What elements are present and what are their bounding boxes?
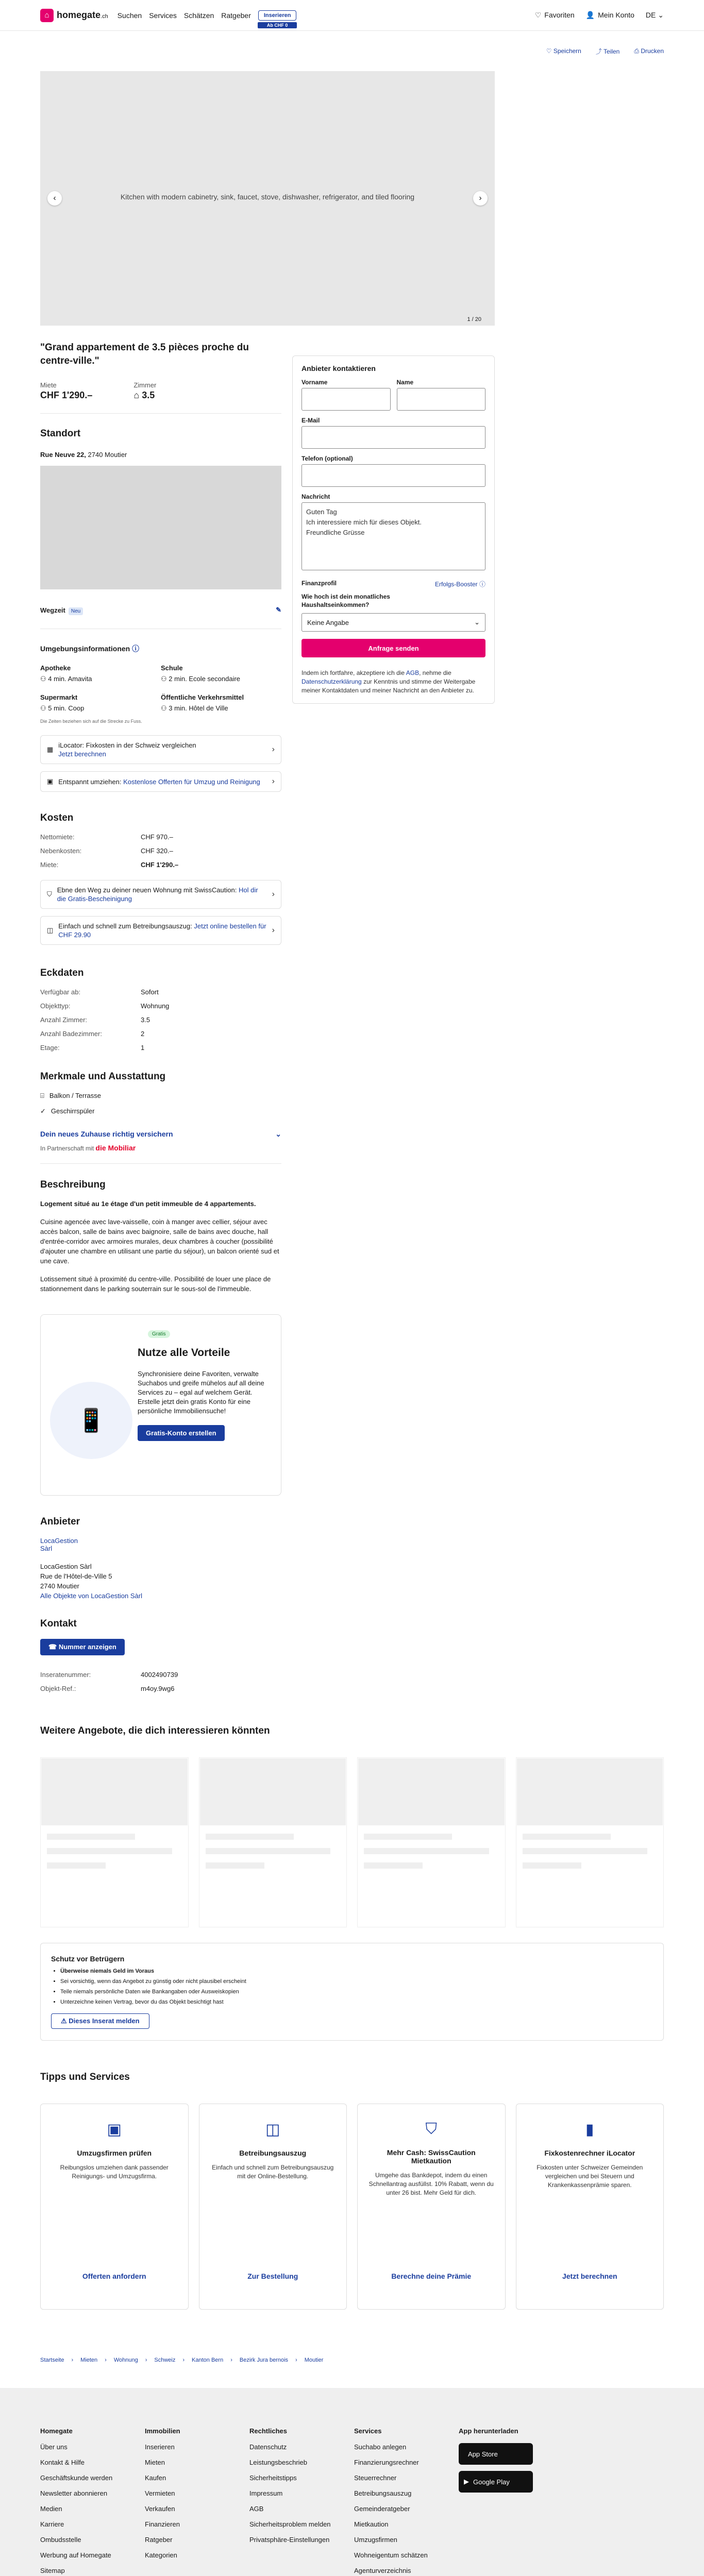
nav-ratgeber[interactable]: Ratgeber xyxy=(221,11,251,20)
surroundings-heading xyxy=(40,643,281,654)
site-footer xyxy=(0,2388,704,2576)
listing-actions xyxy=(40,31,664,71)
poi-value xyxy=(40,675,161,683)
submit-inquiry-button[interactable]: Anfrage senden xyxy=(301,639,485,657)
cost-value: CHF 1'290.– xyxy=(141,861,179,869)
breadcrumb-item[interactable]: Kanton Bern xyxy=(192,2357,224,2363)
gallery-counter: 1 / 20 xyxy=(467,316,481,323)
poi-title: Öffentliche Verkehrsmittel xyxy=(161,693,244,701)
heart-icon: ♡ xyxy=(546,47,552,55)
lastname-input[interactable] xyxy=(397,388,486,411)
footer-link[interactable]: Sitemap xyxy=(40,2567,65,2574)
tip-text: Einfach und schnell zum Betreibungsauszug mit der Online-Bestellung. xyxy=(212,2164,334,2180)
language-label: DE xyxy=(645,11,656,19)
footer-link[interactable]: Sicherheitstipps xyxy=(249,2474,297,2482)
feature-item xyxy=(40,1092,281,1100)
poi-text: 2 min. Ecole secondaire xyxy=(169,675,241,683)
promo-illustration: 📱 xyxy=(50,1382,132,1459)
moving-card[interactable] xyxy=(40,771,281,792)
footer-heading: Homegate xyxy=(40,2427,73,2435)
favorites-link[interactable] xyxy=(535,11,575,20)
detail-key: Objekttyp: xyxy=(40,1002,71,1010)
breadcrumb xyxy=(40,2357,664,2363)
contact-form xyxy=(292,355,495,704)
calculator-icon: ▦ xyxy=(47,745,54,753)
breadcrumb-separator: › xyxy=(182,2357,185,2363)
print-button[interactable] xyxy=(634,47,664,55)
footer-link[interactable]: AGB xyxy=(249,2505,264,2513)
breadcrumb-item[interactable]: Bezirk Jura bernois xyxy=(239,2357,289,2363)
register-icon: ◫ xyxy=(47,926,54,934)
feature-label: Geschirrspüler xyxy=(51,1107,95,1115)
offer-card-placeholder[interactable] xyxy=(40,1757,189,1927)
footer-link[interactable]: Werbung auf Homegate xyxy=(40,2551,111,2559)
boost-link[interactable] xyxy=(435,580,485,588)
app-store-label: App Store xyxy=(468,2450,498,2458)
description xyxy=(40,1179,281,1294)
new-badge: Neu xyxy=(69,607,83,615)
footer-link[interactable]: Gemeinderatgeber xyxy=(354,2505,410,2513)
phone-icon: ☎ xyxy=(48,1643,57,1651)
card-text: Entspannt umziehen: xyxy=(58,777,122,786)
box-icon: ▣ xyxy=(47,777,54,785)
footer-link[interactable]: Verkaufen xyxy=(145,2505,175,2513)
detail-key: Anzahl Badezimmer: xyxy=(40,1030,102,1038)
firstname-label: Vorname xyxy=(301,379,328,386)
disclaimer-text: Indem ich fortfahre, akzeptiere ich die xyxy=(301,669,405,676)
info-icon[interactable]: ⓘ xyxy=(132,645,140,653)
listing-title: "Grand appartement de 3.5 pièces proche du centre-ville." xyxy=(40,342,249,366)
card-link[interactable]: Jetzt berechnen xyxy=(58,750,106,758)
breadcrumb-item[interactable]: Moutier xyxy=(304,2357,324,2363)
insert-badge: Ab CHF 0 xyxy=(258,22,297,28)
tip-text: Reibungslos umziehen dank passender Reinigungs- und Umzugsfirma. xyxy=(60,2164,169,2180)
card-link[interactable]: Hol dir die Gratis-Bescheinigung xyxy=(57,886,258,903)
save-button[interactable] xyxy=(546,47,581,55)
form-disclaimer xyxy=(301,669,485,695)
rooms-number: 3.5 xyxy=(142,390,155,400)
header-actions xyxy=(535,11,664,20)
rent-label: Miete xyxy=(40,381,57,389)
footer-link[interactable]: Über uns xyxy=(40,2443,68,2451)
disclaimer-text: , nehme die xyxy=(419,669,451,676)
walk-note: Die Zeiten beziehen sich auf die Strecke zu Fuss. xyxy=(40,719,142,724)
details-heading: Eckdaten xyxy=(40,968,84,978)
footer-link[interactable]: Mieten xyxy=(145,2459,165,2466)
more-offers-heading: Weitere Angebote, die dich interessieren könnten xyxy=(40,1725,270,1736)
promo-title: Nutze alle Vorteile xyxy=(138,1347,230,1359)
provider-logo[interactable]: LocaGestion Sàrl xyxy=(40,1537,78,1552)
tip-card-register[interactable] xyxy=(199,2104,347,2310)
footer-col-immobilien xyxy=(145,2427,249,2576)
footer-link[interactable]: Umzugsfirmen xyxy=(354,2536,397,2544)
privacy-link[interactable]: Datenschutzerklärung xyxy=(301,678,362,685)
account-link[interactable] xyxy=(586,11,634,20)
finance-label: Finanzprofil xyxy=(301,580,337,587)
description-heading: Beschreibung xyxy=(40,1179,106,1190)
footer-link[interactable]: Wohneigentum schätzen xyxy=(354,2551,428,2559)
show-number-label: Nummer anzeigen xyxy=(58,1643,116,1651)
walk-icon: ⚇ xyxy=(40,675,46,683)
gallery-next-button[interactable] xyxy=(473,191,488,206)
footer-link[interactable]: Inserieren xyxy=(145,2443,175,2451)
description-paragraph: Lotissement situé à proximité du centre-ville. Possibilité de louer une place de stationnement dans le parking souterrain sur le sous-sol de l'immeuble. xyxy=(40,1275,271,1293)
offer-card-placeholder[interactable] xyxy=(199,1757,347,1927)
footer-heading: Rechtliches xyxy=(249,2427,287,2435)
more-offers xyxy=(40,1725,664,2041)
provider-street: Rue de l'Hôtel-de-Ville 5 xyxy=(40,1572,112,1580)
features-heading: Merkmale und Ausstattung xyxy=(40,1071,166,1082)
obj-value: m4oy.9wg6 xyxy=(141,1685,175,1692)
key-facts xyxy=(40,381,281,414)
email-input[interactable] xyxy=(301,426,485,449)
feature-item xyxy=(40,1107,281,1115)
footer-link[interactable]: Kontakt & Hilfe xyxy=(40,2459,85,2466)
email-label: E-Mail xyxy=(301,417,320,424)
footer-link[interactable]: Mietkaution xyxy=(354,2520,389,2528)
footer-link[interactable]: Leistungsbeschrieb xyxy=(249,2459,308,2466)
reference-table xyxy=(40,1671,281,1692)
tip-text: Umgehe das Bankdepot, indem du einen Schnellantrag ausfüllst. 10% Rabatt, wenn du unter 26 bist. Mehr Geld für dich. xyxy=(368,2172,494,2196)
footer-link[interactable]: Newsletter abonnieren xyxy=(40,2489,108,2497)
cost-value: CHF 320.– xyxy=(141,847,173,855)
cost-key: Miete: xyxy=(40,861,59,869)
fraud-tip: • Teile niemals persönliche Daten wie Bankangaben oder Ausweiskopien xyxy=(60,1989,653,1995)
footer-heading: App herunterladen xyxy=(459,2427,518,2435)
address-street: Rue Neuve 22, xyxy=(40,451,86,459)
detail-key: Etage: xyxy=(40,1044,60,1052)
breadcrumb-separator: › xyxy=(105,2357,107,2363)
insurance-collapsible[interactable] xyxy=(40,1130,281,1139)
chevron-right-icon: › xyxy=(272,890,275,899)
main-nav xyxy=(117,10,535,28)
edit-icon[interactable]: ✎ xyxy=(276,606,281,614)
chevron-right-icon: › xyxy=(479,194,482,202)
map-icon: ▮ xyxy=(585,2121,594,2138)
offers-carousel xyxy=(40,1757,664,1927)
gallery-image-alt: Kitchen with modern cabinetry, sink, faucet, stove, dishwasher, refrigerator, and tiled flooring xyxy=(120,193,415,201)
fraud-protection xyxy=(40,1943,664,2041)
form-heading: Anbieter kontaktieren xyxy=(301,364,376,372)
tip-title: Fixkostenrechner iLocator xyxy=(544,2149,635,2157)
chevron-right-icon: › xyxy=(272,926,275,935)
poi-pharmacy xyxy=(40,664,161,683)
provider-heading: Anbieter xyxy=(40,1516,80,1527)
breadcrumb-item[interactable]: Wohnung xyxy=(113,2357,138,2363)
user-icon: 👤 xyxy=(585,11,595,19)
detail-key: Verfügbar ab: xyxy=(40,988,81,996)
tip-card-moving[interactable] xyxy=(40,2104,189,2310)
poi-value xyxy=(40,704,161,713)
poi-title: Apotheke xyxy=(40,664,71,672)
language-select[interactable] xyxy=(646,11,664,20)
detail-value: 1 xyxy=(141,1044,145,1052)
obj-key: Objekt-Ref.: xyxy=(40,1685,76,1692)
ilocator-card[interactable] xyxy=(40,735,281,764)
poi-text: 4 min. Amavita xyxy=(48,675,92,683)
footer-link[interactable]: Kategorien xyxy=(145,2551,177,2559)
breadcrumb-item[interactable]: Startseite xyxy=(40,2357,64,2363)
footer-col-rechtliches xyxy=(249,2427,354,2576)
detail-value: 3.5 xyxy=(141,1016,150,1024)
fraud-tip: • Sei vorsichtig, wenn das Angebot zu günstig oder nicht plausibel erscheint xyxy=(60,1978,653,1985)
tip-card-deposit[interactable] xyxy=(357,2104,506,2310)
shield-icon: ⛉ xyxy=(425,2121,437,2138)
detail-key: Anzahl Zimmer: xyxy=(40,1016,88,1024)
share-icon: ⤴ xyxy=(595,47,602,55)
tip-link[interactable]: Zur Bestellung xyxy=(247,2272,298,2280)
report-label: Dieses Inserat melden xyxy=(69,2017,140,2025)
walk-icon: ⚇ xyxy=(40,704,46,712)
travel-time-label: Wegzeit xyxy=(40,606,65,614)
surroundings-grid xyxy=(40,664,281,713)
card-text: iLocator: Fixkosten in der Schweiz vergleichen xyxy=(58,741,196,749)
detail-value: Wohnung xyxy=(141,1002,170,1010)
offer-card-placeholder[interactable] xyxy=(357,1757,506,1927)
tips-heading: Tipps und Services xyxy=(40,2072,130,2082)
footer-link[interactable]: Privatsphäre-Einstellungen xyxy=(249,2536,330,2544)
footer-link[interactable]: Suchabo anlegen xyxy=(354,2443,407,2451)
chevron-right-icon: › xyxy=(272,777,275,786)
shield-icon: ⛉ xyxy=(47,890,52,898)
costs-heading: Kosten xyxy=(40,812,74,823)
contact-heading: Kontakt xyxy=(40,1618,77,1629)
chevron-down-icon: ⌄ xyxy=(275,1130,281,1138)
rooms-value xyxy=(133,390,156,401)
provider-all-listings-link[interactable]: Alle Objekte von LocaGestion Sàrl xyxy=(40,1592,142,1600)
footer-heading: Immobilien xyxy=(145,2427,180,2435)
breadcrumb-item[interactable]: Mieten xyxy=(80,2357,98,2363)
footer-link[interactable]: Kaufen xyxy=(145,2474,166,2482)
nav-schaetzen[interactable]: Schätzen xyxy=(183,11,214,20)
chevron-down-icon: ⌄ xyxy=(658,11,664,19)
tip-link[interactable]: Berechne deine Prämie xyxy=(391,2272,472,2280)
mobiliar-logo: die Mobiliar xyxy=(95,1144,136,1152)
poi-text: 5 min. Coop xyxy=(48,704,85,712)
share-label: Teilen xyxy=(604,47,620,55)
warning-icon: ⚠ xyxy=(61,2017,67,2025)
finance-row xyxy=(301,580,485,588)
ref-value: 4002490739 xyxy=(141,1671,178,1679)
fraud-tip: • Unterzeichne keinen Vertrag, bevor du das Objekt besichtigt hast xyxy=(60,1999,653,2005)
debt-register-card[interactable] xyxy=(40,916,281,945)
tip-link[interactable]: Jetzt berechnen xyxy=(562,2272,617,2280)
income-select[interactable] xyxy=(301,613,485,632)
footer-heading: Services xyxy=(354,2427,382,2435)
details-table xyxy=(40,988,281,1052)
breadcrumb-separator: › xyxy=(230,2357,232,2363)
location-map[interactable] xyxy=(40,466,281,589)
save-label: Speichern xyxy=(553,47,581,55)
income-value: Keine Angabe xyxy=(307,618,349,626)
logo-text: homegate.ch xyxy=(57,10,108,20)
chevron-left-icon: ‹ xyxy=(53,194,56,202)
footer-link[interactable]: Betreibungsauszug xyxy=(354,2489,412,2497)
firstname-input[interactable] xyxy=(301,388,391,411)
free-badge: Gratis xyxy=(148,1330,170,1338)
rooms-label: Zimmer xyxy=(133,381,157,389)
address xyxy=(40,451,281,459)
breadcrumb-item[interactable]: Schweiz xyxy=(154,2357,176,2363)
walk-icon: ⚇ xyxy=(161,704,167,712)
home-icon: ⌂ xyxy=(40,9,54,22)
poi-title: Supermarkt xyxy=(40,693,78,701)
footer-link[interactable]: Agenturverzeichnis xyxy=(354,2567,411,2574)
site-header xyxy=(0,0,704,31)
travel-time-row[interactable] xyxy=(40,606,281,629)
cost-key: Nebenkosten: xyxy=(40,847,82,855)
poi-supermarket xyxy=(40,693,161,713)
tip-link[interactable]: Offerten anfordern xyxy=(82,2272,146,2280)
phone-label: Telefon (optional) xyxy=(301,455,353,462)
description-paragraph: Cuisine agencée avec lave-vaisselle, coin à manger avec cellier, séjour avec accès balcon, salle de bains avec baignoire, salle de bains avec douche, hall d'entrée-corridor avec armoires murales, deux chambres à coucher (possibilité d'ajouter une chambre en utilisant une partie du séjour), un balcon orienté sud et une cave. xyxy=(40,1218,279,1265)
tip-title: Umzugsfirmen prüfen xyxy=(77,2149,152,2157)
poi-value xyxy=(161,704,281,713)
agb-link[interactable]: AGB xyxy=(406,669,420,676)
promo-text: Synchronisiere deine Favoriten, verwalte Suchabos und greife mühelos auf all deine Services zu – egal auf welchem Gerät. Erstelle jetzt dein gratis Konto für eine persönliche Immobiliensuche! xyxy=(138,1370,264,1415)
footer-col-homegate xyxy=(40,2427,145,2576)
poi-value xyxy=(161,675,281,683)
footer-col-services xyxy=(354,2427,459,2576)
detail-value: 2 xyxy=(141,1030,145,1038)
message-textarea[interactable]: Guten Tag Ich interessiere mich für dieses Objekt. Freundliche Grüsse xyxy=(301,502,485,570)
costs-table xyxy=(40,833,281,869)
room-icon: ⌂ xyxy=(133,390,140,400)
favorites-label: Favoriten xyxy=(544,11,575,19)
nav-suchen[interactable]: Suchen xyxy=(117,11,142,20)
insurance-label: Dein neues Zuhause richtig versichern xyxy=(40,1130,173,1138)
footer-link[interactable]: Vermieten xyxy=(145,2489,175,2497)
footer-link[interactable]: Ombudsstelle xyxy=(40,2536,81,2544)
gallery-prev-button[interactable] xyxy=(47,191,62,206)
main-column xyxy=(40,341,281,1692)
chevron-down-icon: ⌄ xyxy=(474,618,480,626)
partner-label: In Partnerschaft mit xyxy=(40,1145,94,1152)
cost-value: CHF 970.– xyxy=(141,833,173,841)
footer-link[interactable]: Steuerrechner xyxy=(354,2474,397,2482)
footer-link[interactable]: Finanzierungsrechner xyxy=(354,2459,419,2466)
provider-city: 2740 Moutier xyxy=(40,1582,79,1590)
boost-label: Erfolgs-Booster xyxy=(434,581,478,588)
balcony-icon: ⌸ xyxy=(40,1092,44,1099)
feature-label: Balkon / Terrasse xyxy=(49,1092,102,1099)
account-promo xyxy=(40,1314,281,1496)
card-link[interactable]: Jetzt online bestellen für CHF 29.90 xyxy=(58,922,266,939)
cost-key: Nettomiete: xyxy=(40,833,75,841)
income-question: Wie hoch ist dein monatliches Haushaltseinkommen? xyxy=(301,593,390,608)
box-icon: ▣ xyxy=(107,2121,122,2138)
poi-text: 3 min. Hôtel de Ville xyxy=(169,704,228,712)
footer-link[interactable]: Medien xyxy=(40,2505,62,2513)
print-label: Drucken xyxy=(641,47,664,55)
partner-note xyxy=(40,1144,281,1164)
poi-title: Schule xyxy=(161,664,183,672)
provider-name: LocaGestion Sàrl xyxy=(40,1563,92,1570)
create-account-button[interactable]: Gratis-Konto erstellen xyxy=(138,1425,225,1441)
surroundings-title: Umgebungsinformationen xyxy=(40,645,130,653)
tip-text: Fixkosten unter Schweizer Gemeinden vergleichen und bei Steuern und Krankenkassenprämie sparen. xyxy=(537,2164,643,2189)
report-listing-button[interactable] xyxy=(51,2013,149,2029)
footer-link[interactable]: Datenschutz xyxy=(249,2443,287,2451)
footer-link[interactable]: Impressum xyxy=(249,2489,283,2497)
swisscaution-card[interactable] xyxy=(40,880,281,909)
heart-icon: ♡ xyxy=(534,11,542,19)
print-icon: ⎙ xyxy=(634,47,639,55)
fraud-heading: Schutz vor Betrügern xyxy=(51,1955,125,1963)
footer-link[interactable]: Geschäftskunde werden xyxy=(40,2474,113,2482)
nav-services[interactable]: Services xyxy=(149,11,177,20)
breadcrumb-separator: › xyxy=(71,2357,74,2363)
card-text: Ebne den Weg zu deiner neuen Wohnung mit SwissCaution: xyxy=(57,886,237,894)
footer-link[interactable]: Karriere xyxy=(40,2520,64,2528)
description-lead: Logement situé au 1e étage d'un petit immeuble de 4 appartements. xyxy=(40,1200,256,1208)
google-play-label: Google Play xyxy=(473,2478,510,2486)
name-row xyxy=(301,372,485,411)
footer-link[interactable]: Finanzieren xyxy=(145,2520,180,2528)
insert-label: Inserieren xyxy=(263,12,291,19)
share-button[interactable] xyxy=(596,47,620,56)
homegate-logo[interactable] xyxy=(40,9,108,22)
show-number-button[interactable] xyxy=(40,1639,125,1655)
location-heading: Standort xyxy=(40,428,81,439)
breadcrumb-separator: › xyxy=(295,2357,297,2363)
account-label: Mein Konto xyxy=(598,11,634,19)
ref-key: Inseratenummer: xyxy=(40,1671,91,1679)
footer-link[interactable]: Ratgeber xyxy=(145,2536,173,2544)
tips-section xyxy=(40,2072,664,2363)
tip-card-ilocator[interactable] xyxy=(516,2104,664,2310)
card-text: Einfach und schnell zum Betreibungsauszug: xyxy=(58,922,192,930)
info-icon: ⓘ xyxy=(479,581,485,588)
footer-apps xyxy=(459,2427,563,2576)
breadcrumb-separator: › xyxy=(145,2357,147,2363)
poi-transport xyxy=(161,693,281,713)
chevron-right-icon: › xyxy=(272,745,275,754)
google-play-badge[interactable] xyxy=(459,2471,533,2493)
poi-school xyxy=(161,664,281,683)
disclaimer-text: zur Kenntnis und stimme der Weitergabe meiner Kontaktdaten und meiner Nachricht an den Anbieter zu. xyxy=(301,678,476,694)
tip-title: Betreibungsauszug xyxy=(239,2149,307,2157)
app-store-badge[interactable] xyxy=(459,2443,533,2465)
image-gallery[interactable] xyxy=(40,71,495,326)
walk-icon: ⚇ xyxy=(161,675,167,683)
lastname-label: Name xyxy=(396,379,414,386)
message-label: Nachricht xyxy=(301,493,330,500)
address-city: 2740 Moutier xyxy=(88,451,127,459)
register-icon: ◫ xyxy=(265,2121,280,2138)
offer-card-placeholder[interactable] xyxy=(516,1757,664,1927)
tip-title: Mehr Cash: SwissCaution Mietkaution xyxy=(387,2148,476,2165)
fraud-tip: • Überweise niemals Geld im Voraus xyxy=(60,1968,653,1974)
check-icon: ✓ xyxy=(40,1107,46,1115)
rent-value: CHF 1'290.– xyxy=(40,390,93,400)
detail-value: Sofort xyxy=(141,988,159,996)
phone-input[interactable] xyxy=(301,464,485,487)
play-icon: ▶ xyxy=(464,2478,469,2485)
footer-link[interactable]: Sicherheitsproblem melden xyxy=(249,2520,331,2528)
card-link[interactable]: Kostenlose Offerten für Umzug und Reinigung xyxy=(123,777,260,786)
insert-button[interactable] xyxy=(258,10,297,28)
